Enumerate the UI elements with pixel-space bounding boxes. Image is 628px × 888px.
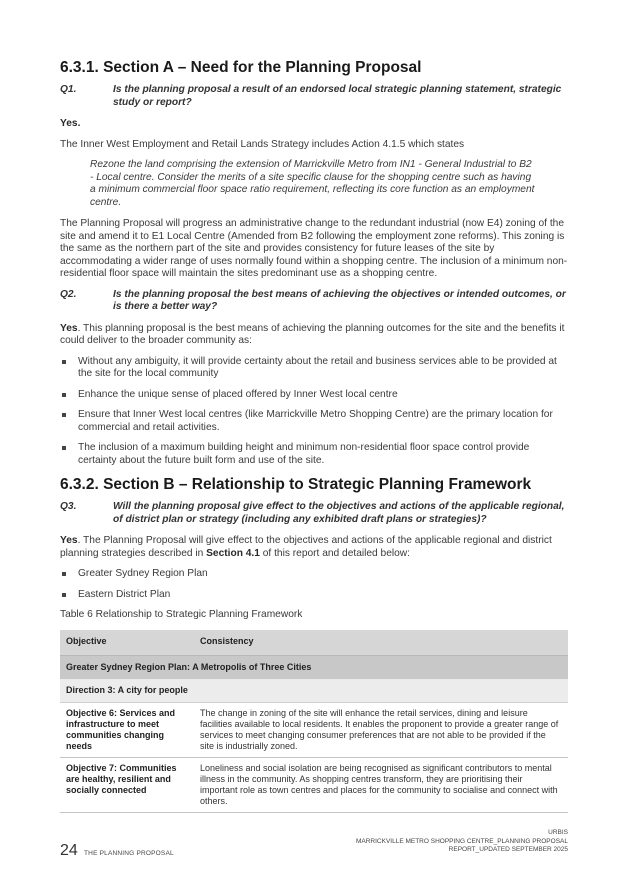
answer-text: . This planning proposal is the best means of achieving the planning outcomes for the site and the benefits it could deliver to the broader community as: [60,322,565,346]
answer-text-end: of this report and detailed below: [259,547,410,559]
strategic-framework-table [60,630,568,813]
consistency-cell: Loneliness and social isolation are being recognised as significant contributors to mental illness in the community. As shopping centres transform, they are prioritising their important role as town centres and places for the community to socialise and connect with others. [194,757,568,812]
footer-company: URBIS [548,829,568,836]
header-objective: Objective [60,630,194,656]
planning-proposal-paragraph: The Planning Proposal will progress an administrative change to the redundant industrial (now E4) zoning of the site and amend it to E1 Local Centre (Amended from B2 following the employment zone reforms). This zoning is the same as the northern part of the site and provides consistency for future leases of the site by accommodating a wider range of uses normally found within a shopping centre. The inclusion of a minimum non-residential floor space will maintain the sites predominant use as a shopping centre. [60,218,568,279]
consistency-cell: The change in zoning of the site will enhance the retail services, dining and leisure facilities available to local residents. It enables the proponent to provide a greater range of services to meet changing consumer preferences that are not able to be provided if the site is industrially zoned. [194,702,568,757]
footer-report-line1: MARRICKVILLE METRO SHOPPING CENTRE_PLANNING PROPOSAL [355,837,568,845]
strategy-quote: Rezone the land comprising the extension of Marrickville Metro from IN1 - General Industrial to B2 - Local centre. Consider the merits of a site specific clause for the shopping centre such as having a minimum commercial floor space ratio requirement, reflecting its core function as an employment centre. [90,159,535,208]
benefits-list [60,356,568,468]
answer-text: . The Planning Proposal will give effect to the objectives and actions of the applicable regional and district planning strategies described in [60,535,552,559]
direction-label: Direction 3: A city for people [60,679,568,703]
plans-list [60,568,568,601]
question-number: Q1. [60,84,77,95]
answer-yes: Yes [60,535,78,546]
page-footer [60,829,568,859]
question-text: Is the planning proposal a result of an endorsed local strategic planning statement, strategic study or report? [113,84,562,108]
table-direction-row [60,679,568,703]
list-item: The inclusion of a maximum building height and minimum non-residential floor space control provide certainty about the future built form and use of the site. [60,442,568,467]
page-number: 24 [60,842,78,859]
header-consistency: Consistency [194,630,568,656]
question-q2 [60,289,568,314]
list-item: Ensure that Inner West local centres (like Marrickville Metro Shopping Centre) are the primary location for commercial and retail activities. [60,409,568,434]
question-text: Will the planning proposal give effect to the objectives and actions of the applicable regional, of district plan or strategy (including any exhibited draft plans or strategies)? [113,501,565,525]
table-row [60,757,568,812]
footer-report-line2: REPORT_UPDATED SEPTEMBER 2025 [448,846,568,853]
table-caption: Table 6 Relationship to Strategic Planning Framework [60,609,303,620]
question-q3 [60,501,568,526]
objective-cell: Objective 7: Communities are healthy, resilient and socially connected [60,757,194,812]
group-label: Greater Sydney Region Plan: A Metropolis of Three Cities [60,655,568,679]
objective-cell: Objective 6: Services and infrastructure to meet communities changing needs [60,702,194,757]
list-item: Greater Sydney Region Plan [60,568,568,581]
table-row [60,702,568,757]
list-item: Enhance the unique sense of placed offered by Inner West local centre [60,389,568,402]
section-a-heading: 6.3.1. Section A – Need for the Planning Proposal [60,59,422,76]
question-number: Q3. [60,501,77,512]
list-item: Without any ambiguity, it will provide certainty about the retail and business services able to be provided at the site for the local community [60,356,568,381]
question-q1 [60,84,568,109]
table-group-row [60,655,568,679]
document-page [60,58,568,813]
footer-section-label: THE PLANNING PROPOSAL [84,850,174,857]
q2-answer [60,323,568,348]
section-b-heading: 6.3.2. Section B – Relationship to Strategic Planning Framework [60,476,532,493]
q3-answer [60,535,568,560]
strategy-intro: The Inner West Employment and Retail Lands Strategy includes Action 4.1.5 which states [60,138,465,150]
list-item: Eastern District Plan [60,589,568,602]
table-header-row [60,630,568,656]
footer-report-info [356,829,568,855]
question-text: Is the planning proposal the best means of achieving the objectives or intended outcomes, or is there a better way? [113,288,566,312]
question-number: Q2. [60,288,77,300]
section-reference: Section 4.1 [206,547,260,559]
q1-answer: Yes. [60,118,81,129]
answer-yes: Yes [60,322,78,334]
